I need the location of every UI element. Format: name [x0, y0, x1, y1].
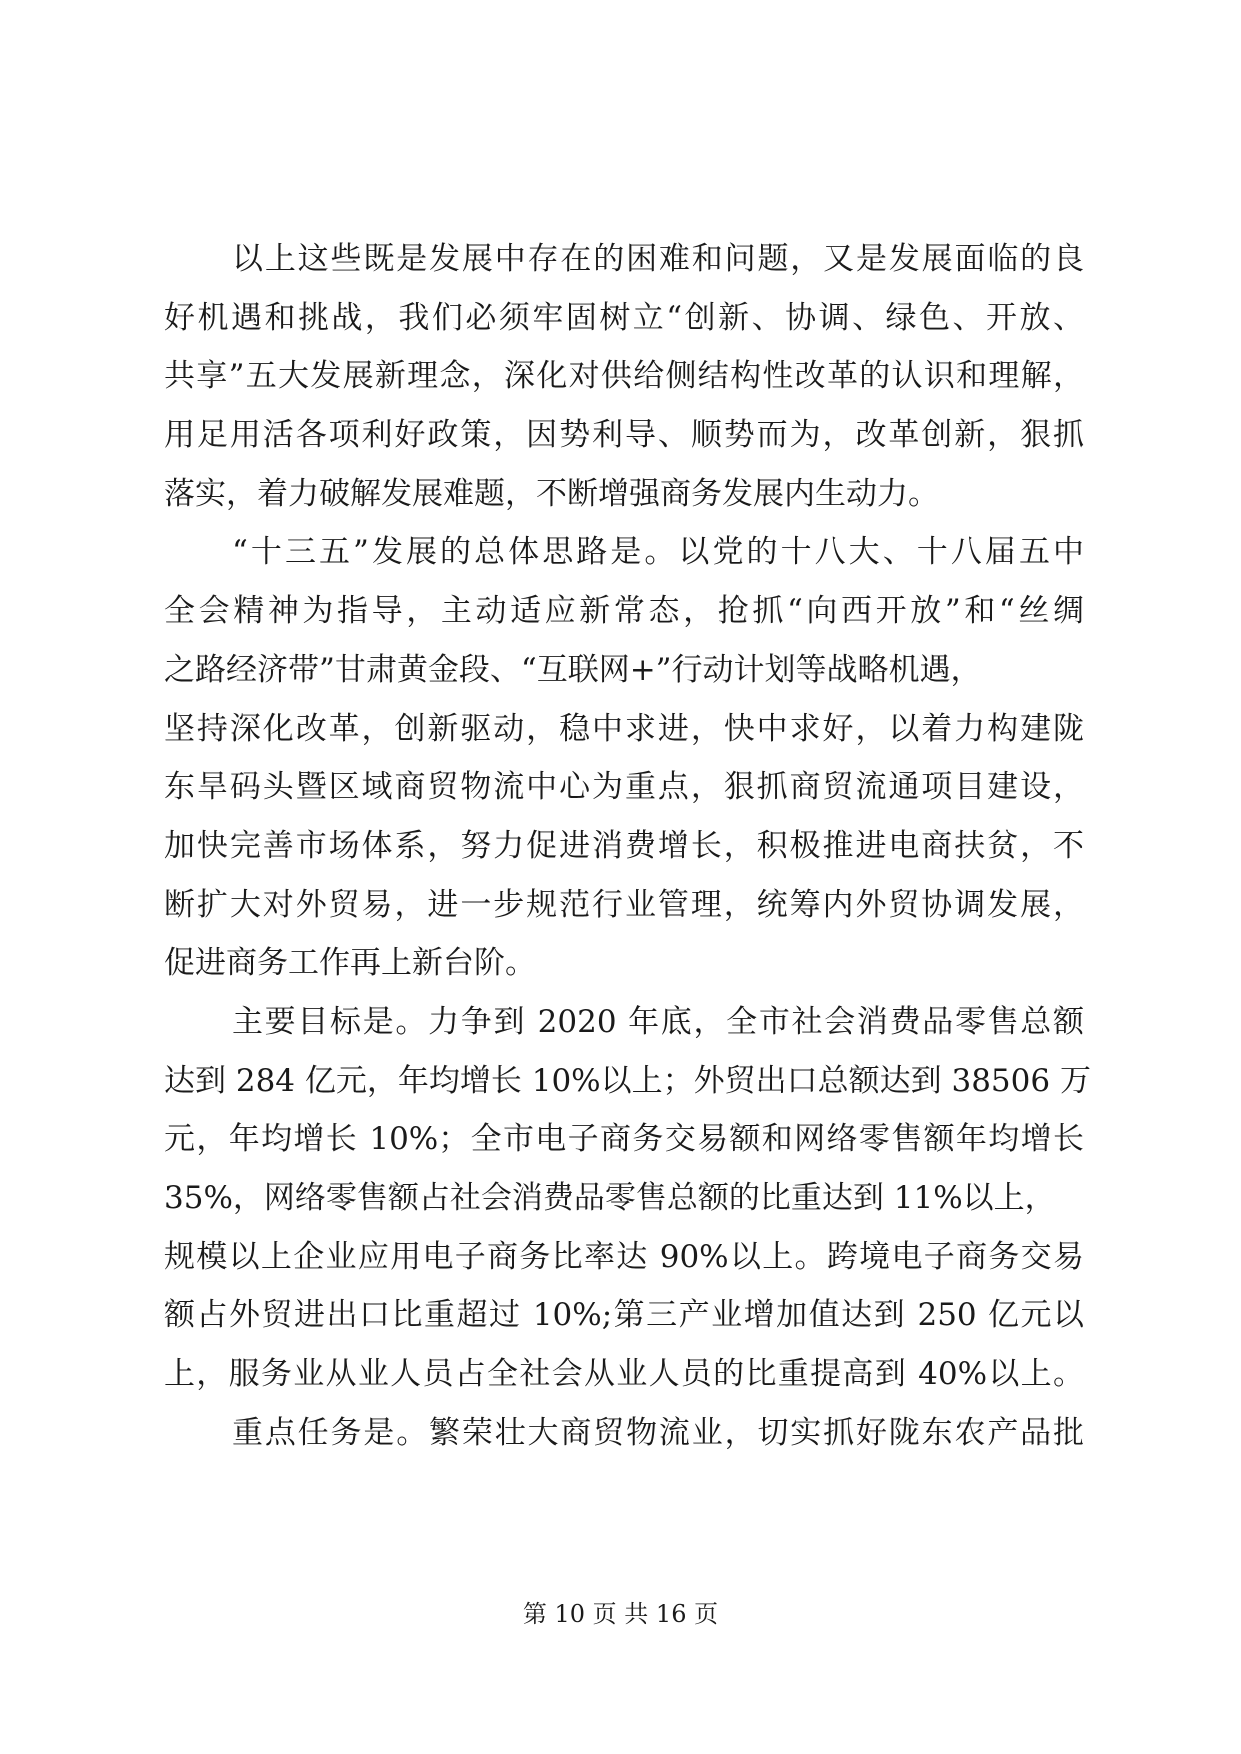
page-footer — [0, 1598, 1241, 1630]
text-line: 达到 284 亿元，年均增长 10%以上；外贸出口总额达到 38506 万 — [164, 1062, 1091, 1099]
text-line: 促进商务工作再上新台阶。 — [164, 945, 536, 982]
text-line: 以上这些既是发展中存在的困难和问题，又是发展面临的良 — [232, 241, 1084, 277]
text-line: 落实，着力破解发展难题，不断增强商务发展内生动力。 — [164, 475, 939, 512]
text-line: 额占外贸进出口比重超过 10%;第三产业增加值达到 250 亿元以 — [164, 1297, 1084, 1334]
text-line: 之路经济带”甘肃黄金段、“互联网+”行动计划等战略机遇， — [164, 651, 982, 688]
body-text — [164, 230, 1091, 1462]
text-line: 东旱码头暨区域商贸物流中心为重点，狠抓商贸流通项目建设， — [164, 769, 1084, 806]
text-line: 重点任务是。繁荣壮大商贸物流业，切实抓好陇东农产品批 — [232, 1414, 1084, 1451]
text-line: 规模以上企业应用电子商务比率达 90%以上。跨境电子商务交易 — [164, 1238, 1084, 1275]
text-line: “十三五”发展的总体思路是。以党的十八大、十八届五中 — [232, 534, 1084, 571]
text-line: 35%，网络零售额占社会消费品零售总额的比重达到 11%以上， — [164, 1180, 1056, 1216]
page-number-label: 第 10 页 共 16 页 — [522, 1600, 719, 1628]
text-line: 好机遇和挑战，我们必须牢固树立“创新、协调、绿色、开放、 — [164, 299, 1084, 336]
text-line: 上，服务业从业人员占全社会从业人员的比重提高到 40%以上。 — [164, 1356, 1084, 1393]
text-line: 用足用活各项利好政策，因势利导、顺势而为，改革创新，狠抓 — [164, 417, 1084, 454]
text-line: 主要目标是。力争到 2020 年底，全市社会消费品零售总额 — [232, 1003, 1084, 1040]
text-line: 坚持深化改革，创新驱动，稳中求进，快中求好，以着力构建陇 — [164, 710, 1084, 747]
text-line: 元，年均增长 10%；全市电子商务交易额和网络零售额年均增长 — [164, 1121, 1084, 1158]
text-line: 断扩大对外贸易，进一步规范行业管理，统筹内外贸协调发展， — [164, 886, 1084, 923]
text-line: 全会精神为指导，主动适应新常态，抢抓“向西开放”和“丝绸 — [164, 593, 1084, 630]
text-line: 加快完善市场体系，努力促进消费增长，积极推进电商扶贫，不 — [164, 827, 1084, 864]
text-line: 共享”五大发展新理念，深化对供给侧结构性改革的认识和理解， — [164, 358, 1084, 395]
